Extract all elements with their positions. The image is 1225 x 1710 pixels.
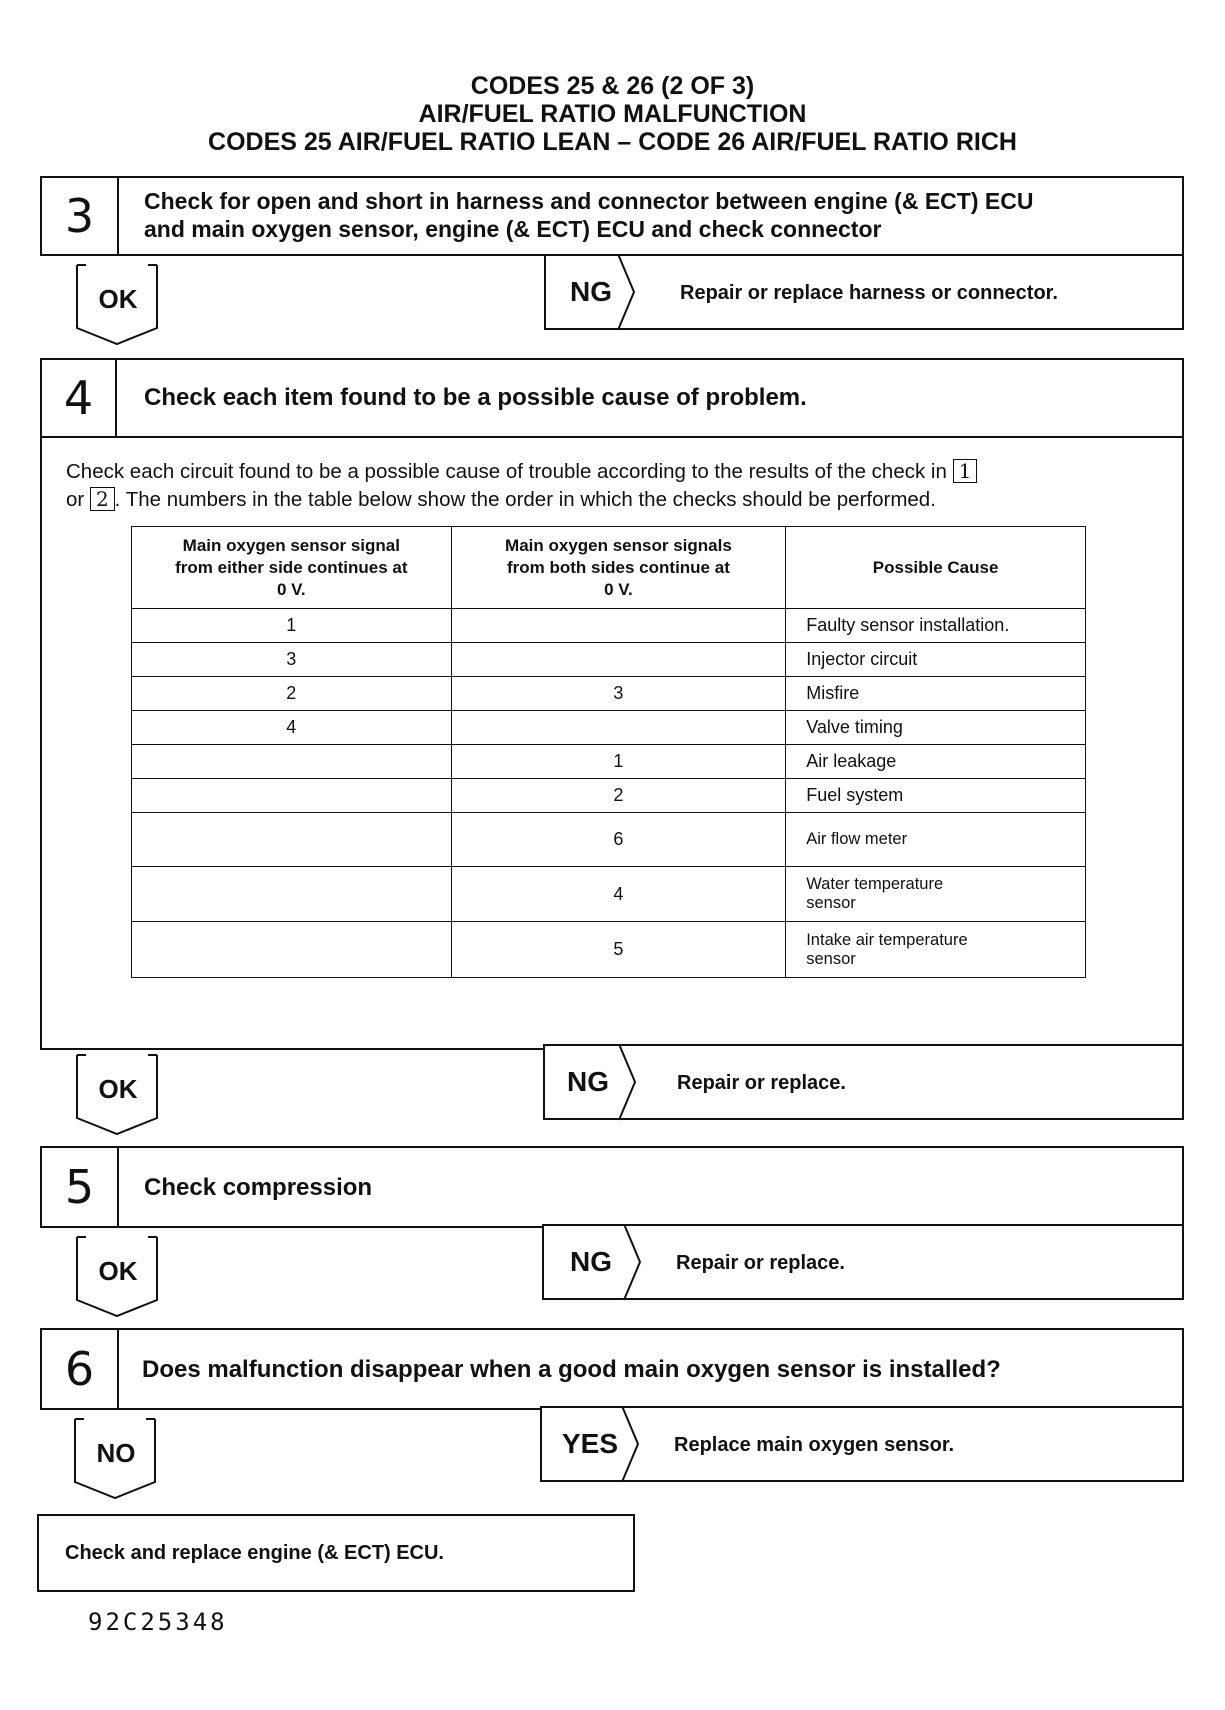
step5-ng-box [542,1224,1184,1300]
table-cell-either: 1 [132,609,452,643]
table-cell-both [451,711,786,745]
step5-ng-label: NG [570,1246,612,1277]
table-cell-both: 5 [451,922,786,978]
table-row [132,711,1086,745]
step5-box [40,1146,1184,1228]
table-cell-both: 3 [451,677,786,711]
table-cell-either [132,779,452,813]
step4-ng-chevron-icon [617,1044,647,1122]
table-row [132,677,1086,711]
step3-ok-label: OK [98,284,138,314]
step4-ng-label: NG [567,1066,609,1097]
step3-ng-chevron-icon [616,254,646,332]
table-cell-cause: Fuel system [786,779,1086,813]
table-cell-both [451,609,786,643]
step5-number: 5 [42,1148,119,1226]
step6-no-label: NO [96,1438,136,1468]
step4-ref1-box: 1 [953,459,978,483]
table-row [132,779,1086,813]
step4-para-part1: Check each circuit found to be a possible cause of trouble according to the results of the check in [66,460,947,483]
step4-header-divider [115,436,1182,438]
table-header-both: Main oxygen sensor signals from both sides continue at 0 V. [451,527,786,609]
step3-box [40,176,1184,256]
table-cell-cause: Faulty sensor installation. [786,609,1086,643]
table-cell-either: 2 [132,677,452,711]
step4-box [40,358,1184,1050]
header-line1: CODES 25 & 26 (2 OF 3) [470,72,755,100]
table-cell-either [132,813,452,867]
step3-ng-action: Repair or replace harness or connector. [680,282,1058,304]
table-cell-cause: Injector circuit [786,643,1086,677]
table-row [132,745,1086,779]
step6-yes-box [540,1406,1184,1482]
table-cell-both: 1 [451,745,786,779]
step5-ng-chevron-icon [622,1224,652,1302]
step5-ng-action: Repair or replace. [676,1252,845,1274]
table-cell-cause: Intake air temperature sensor [786,922,1086,978]
table-cell-both: 6 [451,813,786,867]
table-cell-either [132,745,452,779]
footer-code: 92C25348 [88,1608,228,1636]
step6-text: Does malfunction disappear when a good main oxygen sensor is installed? [142,1356,1001,1383]
table-cell-cause: Air flow meter [786,813,1086,867]
step4-ref2-box: 2 [90,487,115,511]
table-cell-either: 4 [132,711,452,745]
step6-yes-action: Replace main oxygen sensor. [674,1434,955,1456]
table-cell-cause: Water temperature sensor [786,867,1086,922]
step6-yes-chevron-icon [620,1406,650,1484]
step3-number: 3 [42,178,119,254]
step6-yes-label: YES [562,1428,619,1459]
step4-ok-label: OK [98,1074,138,1104]
table-cell-both [451,643,786,677]
cause-table [131,526,1086,978]
step3-text-line1: Check for open and short in harness and connector between engine (& ECT) ECU [144,188,1034,214]
table-cell-both: 2 [451,779,786,813]
table-row [132,813,1086,867]
table-header-cause: Possible Cause [786,527,1086,609]
table-row [132,609,1086,643]
step3-ng-box [544,254,1184,330]
table-header-either: Main oxygen sensor signal from either side continues at 0 V. [132,527,452,609]
step5-ok-label: OK [98,1256,138,1286]
header-line3: CODES 25 AIR/FUEL RATIO LEAN – CODE 26 AIR/FUEL RATIO RICH [208,128,1017,156]
table-cell-either [132,867,452,922]
table-header-row [132,527,1086,609]
table-cell-cause: Valve timing [786,711,1086,745]
table-cell-both: 4 [451,867,786,922]
table-cell-cause: Misfire [786,677,1086,711]
step4-ng-box [543,1044,1184,1120]
table-cell-either: 3 [132,643,452,677]
step4-text: Check each item found to be a possible cause of problem. [144,384,807,411]
table-cell-either [132,922,452,978]
step4-para-part2: . The numbers in the table below show the order in which the checks should be performed. [114,488,936,511]
step4-ng-action: Repair or replace. [677,1072,846,1094]
step6-number: 6 [42,1330,119,1408]
step4-number-cell [42,360,117,438]
step4-paragraph [66,458,1166,514]
table-row [132,643,1086,677]
step3-text-line2: and main oxygen sensor, engine (& ECT) ECU and check connector [144,216,882,242]
step4-para-or: or [66,488,85,511]
step4-number: 4 [63,371,94,425]
table-row [132,867,1086,922]
final-text: Check and replace engine (& ECT) ECU. [65,1542,444,1564]
header-line2: AIR/FUEL RATIO MALFUNCTION [418,100,807,128]
step3-ng-label: NG [570,276,612,307]
step6-box [40,1328,1184,1410]
final-box [37,1514,635,1592]
table-cell-cause: Air leakage [786,745,1086,779]
table-row [132,922,1086,978]
step5-text: Check compression [144,1174,373,1201]
